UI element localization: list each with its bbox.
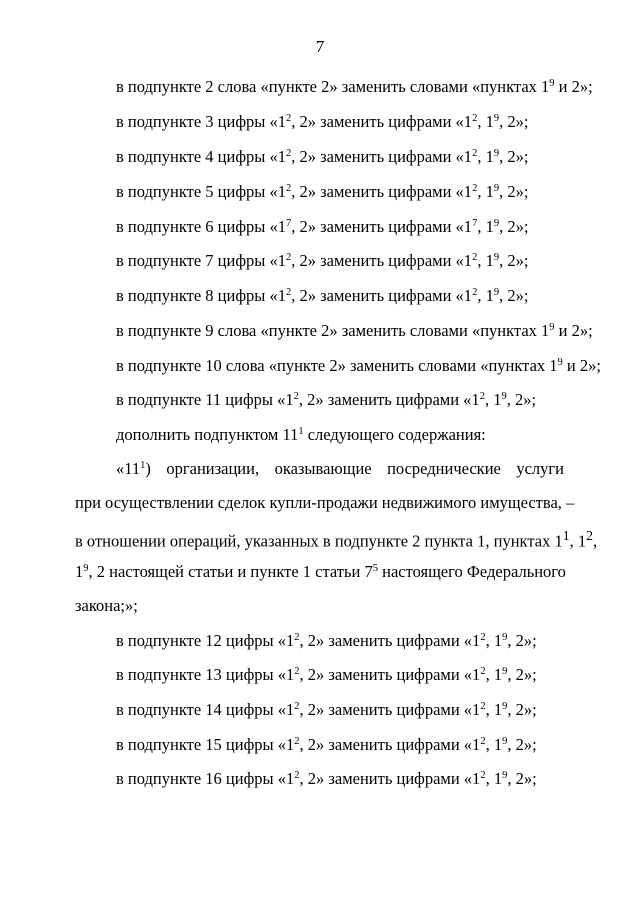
text: , 2» заменить цифрами «1 (291, 251, 473, 270)
text: статьи (315, 562, 361, 581)
text: , (592, 531, 598, 551)
superscript: 2 (472, 287, 478, 298)
superscript: 2 (472, 113, 478, 124)
text: и 2»; (554, 77, 593, 96)
text: в подпункте 9 слова «пункте 2» заменить словами «пунктах 1 (116, 321, 550, 340)
text: в подпункте 4 цифры «1 (116, 147, 286, 166)
text: , 2» заменить цифрами «1 (299, 700, 481, 719)
amendment-line-16 (116, 769, 537, 789)
text: в подпункте 13 цифры «1 (116, 665, 295, 684)
superscript: 9 (502, 770, 508, 781)
text: , 2»; (507, 700, 537, 719)
text: посреднические (387, 459, 501, 478)
amendment-line-4 (116, 182, 528, 202)
amendment-line-11 (116, 425, 486, 445)
superscript: 2 (293, 391, 299, 402)
text: , 1 (477, 217, 494, 236)
superscript: 2 (472, 148, 478, 159)
superscript: 9 (502, 736, 508, 747)
text: , 1 (477, 147, 494, 166)
text: , 2»; (499, 147, 529, 166)
text: организации, (166, 459, 260, 478)
text: , 2» заменить цифрами «1 (291, 147, 473, 166)
text: , 2» заменить цифрами «1 (299, 769, 481, 788)
superscript: 1 (140, 460, 146, 471)
text: и (237, 562, 247, 581)
superscript: 2 (294, 770, 300, 781)
text: , 1 (485, 735, 503, 754)
text: пункте (250, 562, 299, 581)
quote-line-1 (116, 459, 564, 479)
text: в подпункте 15 цифры «1 (116, 735, 295, 754)
text: , 2» заменить цифрами «1 (298, 390, 480, 409)
quote-number (116, 459, 151, 478)
text: , 2»; (507, 735, 537, 754)
page-number: 7 (315, 37, 325, 56)
superscript: 9 (501, 391, 507, 402)
text: , 1 (477, 182, 494, 201)
text: , 1 (485, 665, 503, 684)
superscript: 7 (472, 218, 478, 229)
text: , 1 (477, 112, 494, 131)
superscript: 2 (285, 148, 292, 159)
superscript: 9 (502, 701, 508, 712)
superscript: 2 (285, 287, 292, 298)
text: , 1 (485, 700, 503, 719)
text: в подпункте 16 цифры «1 (116, 769, 295, 788)
superscript: 9 (493, 218, 500, 229)
text: , 1 (485, 631, 503, 650)
amendment-line-7 (116, 286, 528, 306)
amendment-line-2 (116, 112, 528, 132)
text: дополнить подпунктом 11 (116, 425, 299, 444)
amendment-line-6 (116, 251, 528, 271)
superscript: 2 (285, 252, 292, 263)
text: , 2» заменить цифрами «1 (291, 217, 473, 236)
superscript: 2 (586, 528, 593, 543)
superscript: 9 (549, 78, 555, 89)
superscript: 2 (294, 736, 300, 747)
superscript: 7 (285, 218, 292, 229)
superscript: 2 (480, 632, 486, 643)
text: в подпункте 8 цифры «1 (116, 286, 286, 305)
text: в подпункте 5 цифры «1 (116, 182, 286, 201)
text: , 2»; (499, 112, 529, 131)
text: оказывающие (274, 459, 372, 478)
superscript: 9 (549, 322, 555, 333)
superscript: 2 (480, 666, 486, 677)
superscript: 9 (493, 148, 500, 159)
amendment-line-14 (116, 700, 537, 720)
superscript: 2 (294, 666, 300, 677)
text: Федерального (466, 562, 566, 581)
superscript: 2 (472, 252, 478, 263)
text: , 1 (477, 251, 494, 270)
quote-line-4 (75, 562, 564, 582)
amendment-line-12 (116, 631, 537, 651)
text: , 2»; (506, 390, 537, 409)
text: в подпункте 11 цифры «1 (116, 390, 294, 409)
superscript: 2 (294, 701, 300, 712)
text: , 2» заменить цифрами «1 (291, 182, 473, 201)
text: , 2» заменить цифрами «1 (291, 286, 473, 305)
superscript: 9 (83, 563, 89, 574)
text: , 2» заменить цифрами «1 (299, 735, 481, 754)
text: в отношении операций, указанных в подпункте 2 пункта 1, пунктах 1 (75, 531, 563, 551)
text: , 1 (485, 769, 503, 788)
text: в подпункте 14 цифры «1 (116, 700, 295, 719)
text: , 2»; (499, 217, 529, 236)
text: , 2»; (499, 286, 529, 305)
quote-line-3 (75, 528, 597, 552)
text: и 2»; (554, 321, 593, 340)
superscript: 2 (479, 391, 485, 402)
superscript: 9 (493, 113, 500, 124)
amendment-line-10 (116, 390, 536, 410)
text: в подпункте 6 цифры «1 (116, 217, 286, 236)
text: «11 (116, 459, 141, 478)
text: настоящей (109, 562, 184, 581)
superscript: 2 (480, 770, 486, 781)
superscript: 2 (480, 701, 486, 712)
superscript: 9 (493, 287, 500, 298)
superscript: 5 (372, 563, 378, 574)
text: услуги (516, 459, 564, 478)
superscript: 1 (298, 426, 304, 437)
superscript: 2 (285, 183, 292, 194)
word-group (364, 562, 378, 581)
amendment-line-8 (116, 321, 593, 341)
text: , 2» заменить цифрами «1 (299, 631, 481, 650)
superscript: 9 (493, 252, 500, 263)
text: статьи (188, 562, 234, 581)
quote-line-2: при осуществлении сделок купли-продажи недвижимого имущества, – (75, 493, 575, 512)
text: ) (145, 459, 151, 478)
amendment-line-9 (116, 356, 601, 376)
text: в подпункте 2 слова «пункте 2» заменить словами «пунктах 1 (116, 77, 550, 96)
text: 2 (96, 562, 105, 581)
text: 1 (75, 562, 84, 581)
text: , 2»; (499, 251, 529, 270)
text: , 2»; (507, 665, 537, 684)
superscript: 2 (294, 632, 300, 643)
text: , (88, 562, 93, 581)
text: 1 (302, 562, 312, 581)
quote-line-5: закона;»; (75, 596, 138, 615)
text: 7 (364, 562, 373, 581)
superscript: 2 (472, 183, 478, 194)
text: , 1 (569, 531, 587, 551)
amendment-line-3 (116, 147, 528, 167)
text: в подпункте 3 цифры «1 (116, 112, 286, 131)
word-group (75, 562, 93, 581)
text: настоящего (382, 562, 463, 581)
amendment-line-13 (116, 665, 537, 685)
text: в подпункте 10 слова «пункте 2» заменить словами «пунктах 1 (116, 356, 558, 375)
amendment-line-5 (116, 217, 528, 237)
superscript: 1 (562, 528, 570, 543)
text: в подпункте 12 цифры «1 (116, 631, 295, 650)
text: , 2»; (499, 182, 529, 201)
superscript: 9 (557, 357, 563, 368)
text: в подпункте 7 цифры «1 (116, 251, 286, 270)
text: и 2»; (562, 356, 601, 375)
amendment-line-1 (116, 77, 593, 97)
superscript: 9 (493, 183, 500, 194)
text: , 2»; (507, 631, 537, 650)
text: следующего содержания: (303, 425, 486, 444)
superscript: 9 (502, 666, 508, 677)
text: , 1 (484, 390, 502, 409)
superscript: 9 (502, 632, 508, 643)
superscript: 2 (480, 736, 486, 747)
text: , 2» заменить цифрами «1 (291, 112, 473, 131)
text: , 1 (477, 286, 494, 305)
text: , 2»; (507, 769, 537, 788)
superscript: 2 (285, 113, 292, 124)
amendment-line-15 (116, 735, 537, 755)
text: , 2» заменить цифрами «1 (299, 665, 481, 684)
